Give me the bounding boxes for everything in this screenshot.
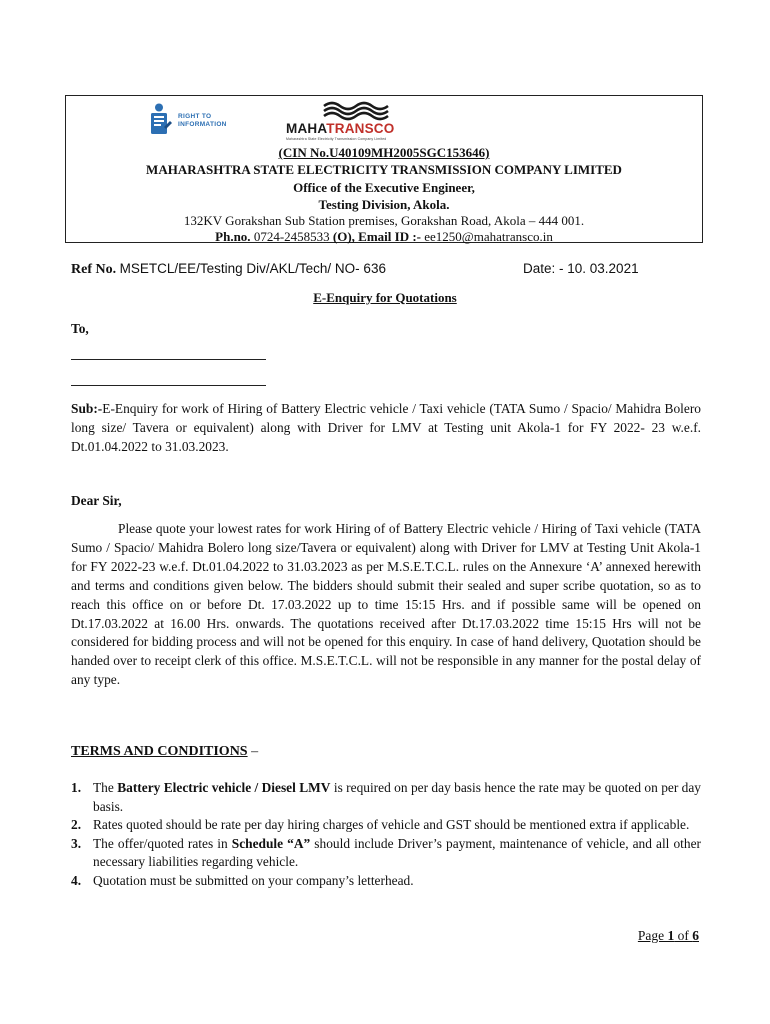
contact-line: Ph.no. 0724-2458533 (O), Email ID :- ee1250@mahatransco.in — [215, 229, 553, 244]
letterhead-box — [65, 95, 703, 243]
document-title: E-Enquiry for Quotations — [313, 290, 457, 305]
email-link[interactable]: ee1250@mahatransco.in — [424, 229, 553, 244]
office-address: 132KV Gorakshan Sub Station premises, Gorakshan Road, Akola – 444 001. — [183, 213, 585, 228]
ref-label: Ref No. — [71, 262, 117, 277]
company-name: MAHARASHTRA STATE ELECTRICITY TRANSMISSION COMPANY LIMITED — [146, 162, 622, 177]
mahatransco-logo — [286, 100, 436, 140]
subject-label: Sub:- — [71, 401, 103, 416]
terms-heading: TERMS AND CONDITIONS – — [71, 744, 259, 759]
addressee-blank-line-2 — [71, 385, 266, 386]
transmission-waves-icon — [322, 100, 392, 122]
ref-number: MSETCL/EE/Testing Div/AKL/Tech/ NO- 636 — [119, 261, 386, 276]
terms-list — [71, 779, 701, 891]
addressee-to: To, — [71, 321, 89, 336]
body-paragraph: Please quote your lowest rates for work Hiring of of Battery Electric vehicle / Hiring of Taxi vehicle (TATA Sumo / Spacio/ Mahidra Bolero long size/Tavera or equivalent) along with Driver for LMV at Testing Unit Akola-1 for FY 2022-23 w.e.f. Dt.01.04.2022 to 31.03.2023 as per M.S.E.T.C.L. rules on the Annexure ‘A’ annexed herewith and terms and conditions given below. The bidders should submit their sealed and super scribe quotation, so as to reach this office on or before Dt. 17.03.2022 up to time 15:15 Hrs. and if possible same will be opened on Dt.17.03.2022 at 16.00 Hrs. onwards. The quotations received after Dt.17.03.2022 time 15:15 Hrs will not be considered for bidding process and will not be opened for this enquiry. In case of hand delivery, Quotation should be handed over to receipt clerk of this office. M.S.E.T.C.L. will not be responsible in any manner for the postal delay of any type. — [71, 521, 701, 688]
mahatransco-tagline: Maharashtra State Electricity Transmission Company Limited — [286, 137, 387, 141]
terms-item: 2. Rates quoted should be rate per day hiring charges of vehicle and GST should be mentioned extra if applicable. — [71, 817, 690, 833]
mahatransco-wordmark: MAHATRANSCO — [286, 121, 395, 136]
office-name: Office of the Executive Engineer, — [293, 180, 475, 195]
page-number: Page 1 of 6 — [637, 928, 699, 943]
subject-text: E-Enquiry for work of Hiring of Battery Electric vehicle / Taxi vehicle (TATA Sumo / Spacio/ Mahidra Bolero long size/ Tavera or equivalent) along with Driver for LMV at Testing unit Akola-1 for FY 2022- 23 w.e.f. Dt.01.04.2022 to 31.03.2023. — [71, 401, 701, 454]
terms-item: 1. The Battery Electric vehicle / Diesel LMV is required on per day basis hence the rate may be quoted on per day basis. — [71, 780, 702, 814]
addressee-blank-line-1 — [71, 359, 266, 360]
rti-badge-icon — [150, 103, 174, 137]
rti-label: RIGHT TO INFORMATION — [178, 113, 227, 128]
terms-item: 3. The offer/quoted rates in Schedule “A” should include Driver’s payment, maintenance of vehicle, and all other necessary liabilities regarding vehicle. — [71, 835, 701, 870]
cin-number: (CIN No.U40109MH2005SGC153646) — [278, 145, 490, 160]
subject-paragraph — [71, 400, 701, 457]
division-name: Testing Division, Akola. — [318, 197, 450, 212]
letter-date: Date: - 10. 03.2021 — [523, 261, 639, 276]
rti-logo — [150, 103, 250, 137]
salutation: Dear Sir, — [71, 493, 122, 508]
reference-row — [71, 261, 701, 278]
terms-item: 4. Quotation must be submitted on your company’s letterhead. — [71, 872, 414, 888]
